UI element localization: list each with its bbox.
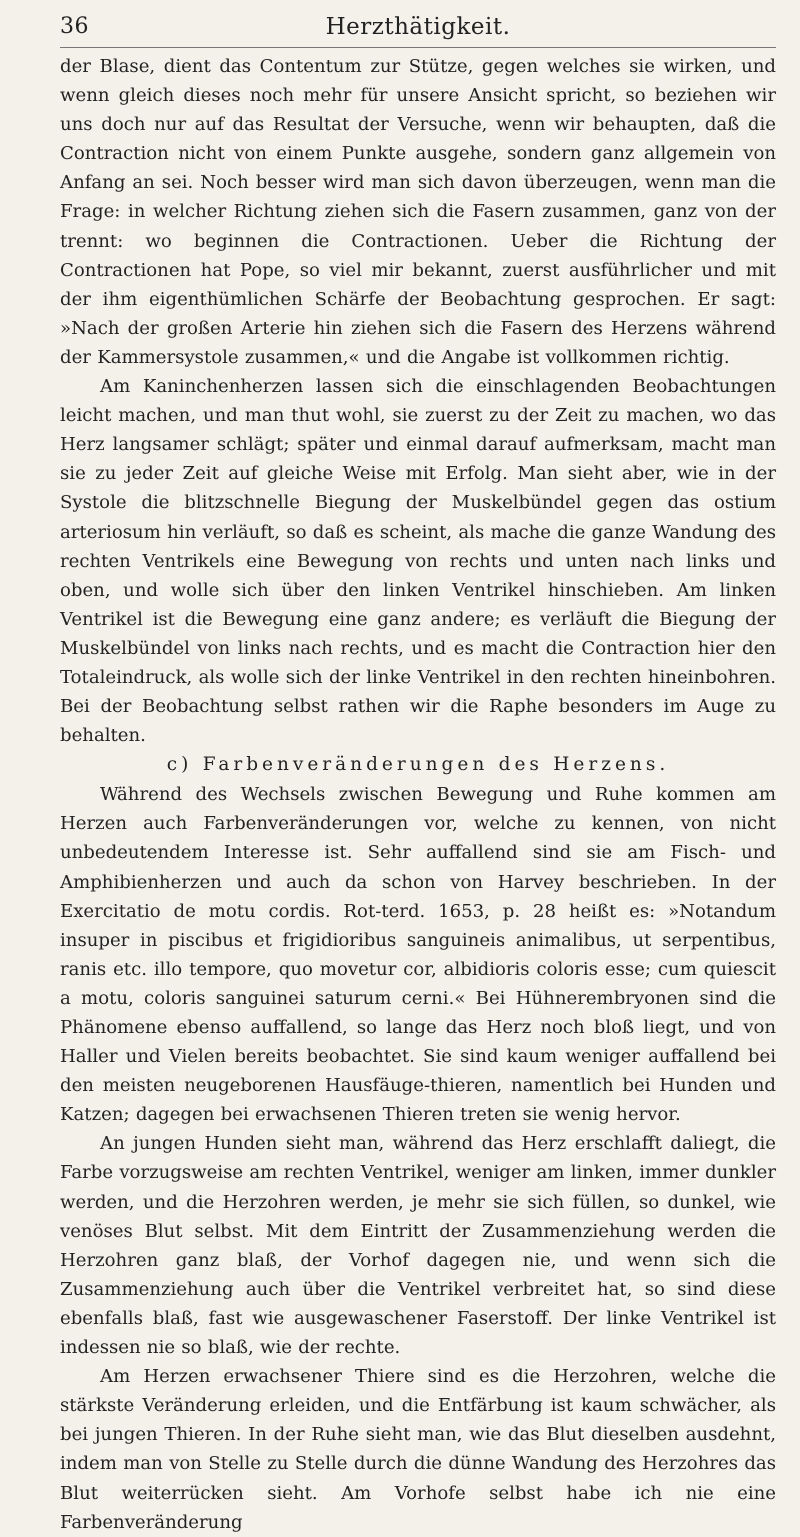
paragraph: der Blase, dient das Contentum zur Stütze, gegen welches sie wirken, und wenn gleich dieses noch mehr für unsere Ansicht spricht, so beziehen wir uns doch nur auf das Resultat der Versuche, wenn wir behaupten, daß die Contraction nicht von einem Punkte ausgehe, sondern ganz allgemein von Anfang an sei. Noch besser wird man sich davon überzeugen, wenn man die Frage: in welcher Richtung ziehen sich die Fasern zusammen, ganz von der trennt: wo beginnen die Contractionen. Ueber die Richtung der Contractionen hat Pope, so viel mir bekannt, zuerst ausführlicher und mit der ihm eigenthümlichen Schärfe der Beobachtung gesprochen. Er sagt: »Nach der großen Arterie hin ziehen sich die Fasern des Herzens während der Kammersystole zusammen,« und die Angabe ist vollkommen richtig. [60,56,776,368]
paragraph: An jungen Hunden sieht man, während das Herz erschlafft daliegt, die Farbe vorzugsweise am rechten Ventrikel, weniger am linken, immer dunkler werden, und die Herzohren werden, je mehr sie sich füllen, so dunkel, wie venöses Blut selbst. Mit dem Eintritt der Zusammenziehung werden die Herzohren ganz blaß, der Vorhof dagegen nie, und wenn sich die Zusammenziehung auch über die Ventrikel verbreitet hat, so sind diese ebenfalls blaß, fast wie ausgewaschener Faserstoff. Der linke Ventrikel ist indessen nie so blaß, wie der rechte. [60,1133,776,1359]
paragraph: Am Herzen erwachsener Thiere sind es die Herzohren, welche die stärkste Veränderung erleiden, und die Entfärbung ist kaum schwächer, als bei jungen Thieren. In der Ruhe sieht man, wie das Blut dieselben ausdehnt, indem man von Stelle zu Stelle durch die dünne Wandung des Herzohres das Blut weiterrücken sieht. Am Vorhofe selbst habe ich nie eine Farbenveränderung [60,1366,776,1533]
header-rule [60,47,776,48]
section-heading: c) Farbenveränderungen des Herzens. [166,754,670,776]
page-header [60,14,776,48]
page-number: 36 [60,14,89,39]
running-title: Herzthätigkeit. [325,14,511,40]
body-text [60,52,776,1537]
paragraph: Während des Wechsels zwischen Bewegung und Ruhe kommen am Herzen auch Farbenveränderungen vor, welche zu kennen, von nicht unbedeutendem Interesse ist. Sehr auffallend sind sie am Fisch- und Amphibienherzen und auch da schon von Harvey beschrieben. In der Exercitatio de motu cordis. Rot-terd. 1653, p. 28 heißt es: »Notandum insuper in piscibus et frigidioribus sanguineis animalibus, ut serpentibus, ranis etc. illo tempore, quo movetur cor, albidioris coloris esse; cum quiescit a motu, coloris sanguinei saturum cerni.« Bei Hühnerembryonen sind die Phänomene ebenso auffallend, so lange das Herz noch bloß liegt, und von Haller und Vielen bereits beobachtet. Sie sind kaum weniger auffallend bei den meisten neugeborenen Hausfäuge-thieren, namentlich bei Hunden und Katzen; dagegen bei erwachsenen Thieren treten sie wenig hervor. [60,784,776,1126]
paragraph: Am Kaninchenherzen lassen sich die einschlagenden Beobachtungen leicht machen, und man thut wohl, sie zuerst zu der Zeit zu machen, wo das Herz langsamer schlägt; später und einmal darauf aufmerksam, macht man sie zu jeder Zeit auf gleiche Weise mit Erfolg. Man sieht aber, wie in der Systole die blitzschnelle Biegung der Muskelbündel gegen das ostium arteriosum hin verläuft, so daß es scheint, als mache die ganze Wandung des rechten Ventrikels eine Bewegung von rechts und unten nach links und oben, und wolle sich über den linken Ventrikel hinschieben. Am linken Ventrikel ist die Bewegung eine ganz andere; es verläuft die Biegung der Muskelbündel von links nach rechts, und es macht die Contraction hier den Totaleindruck, als wolle sich der linke Ventrikel in den rechten hineinbohren. Bei der Beobachtung selbst rathen wir die Raphe besonders im Auge zu behalten. [60,376,776,747]
